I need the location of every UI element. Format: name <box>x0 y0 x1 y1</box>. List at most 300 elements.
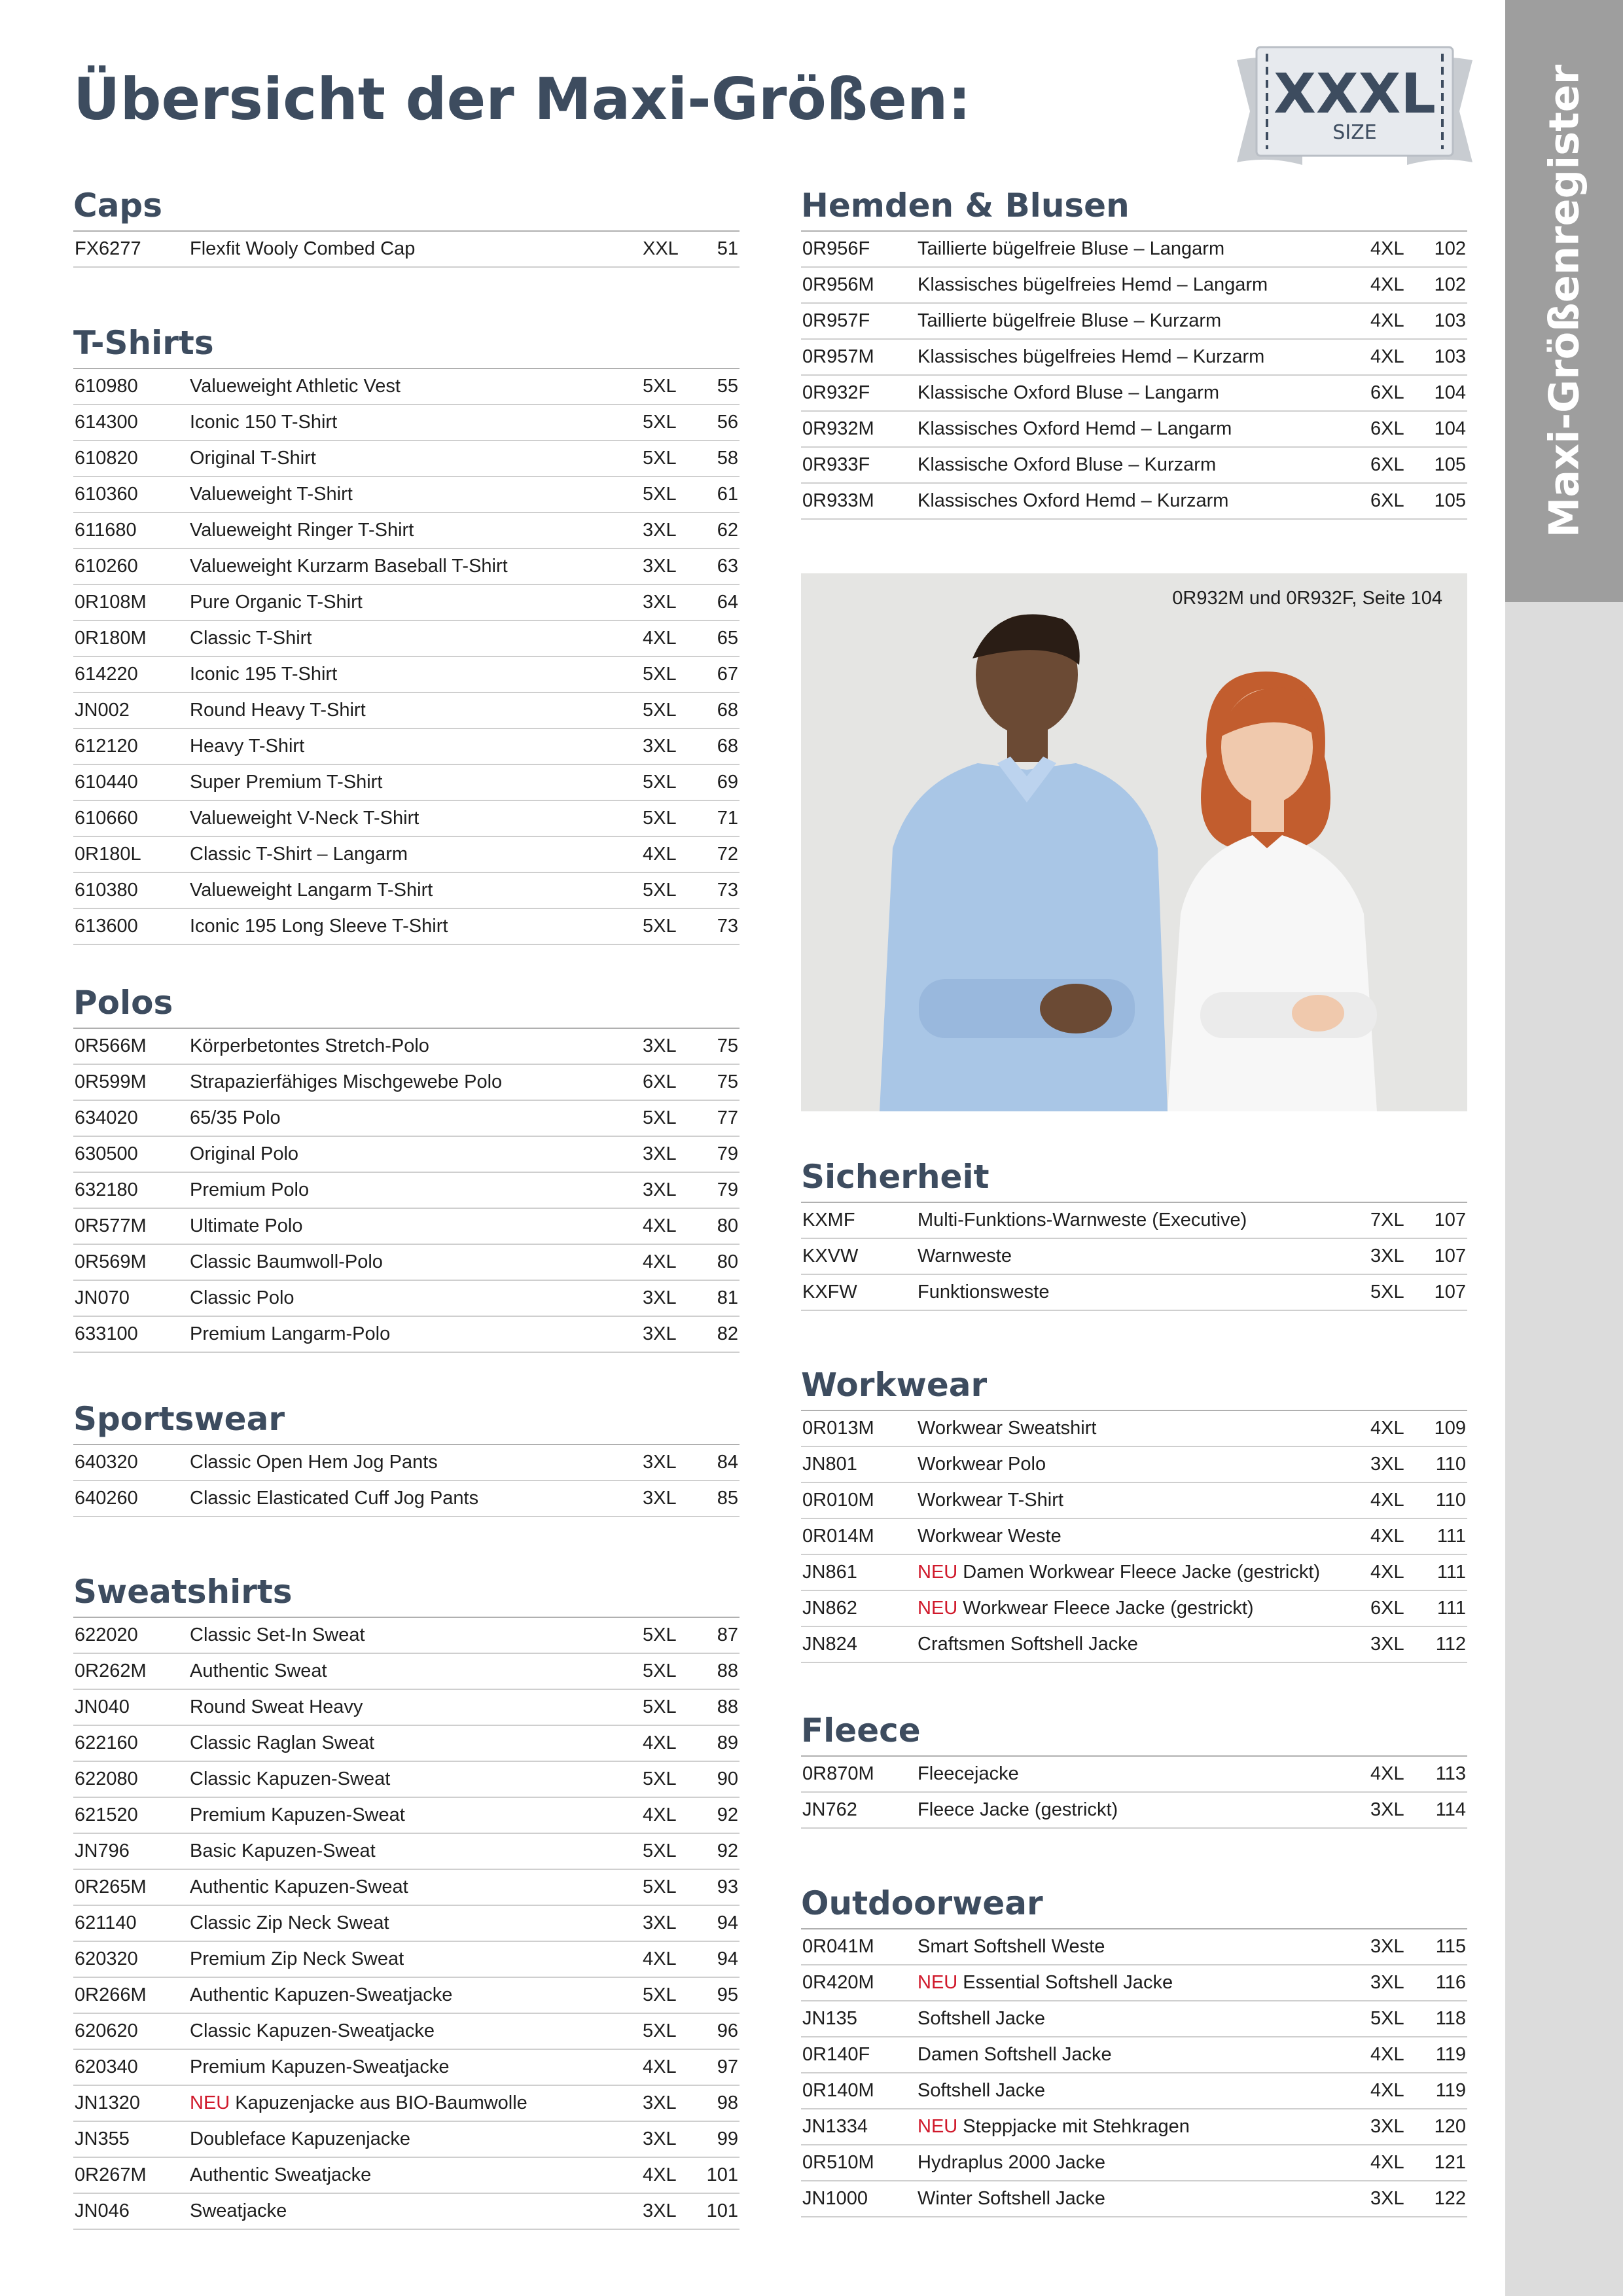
article-code: 0R267M <box>75 2164 147 2185</box>
table-row <box>73 1942 740 1978</box>
page-number: 92 <box>717 1804 738 1825</box>
page-number: 99 <box>717 2128 738 2149</box>
article-name-text: Hydraplus 2000 Jacke <box>918 2152 1105 2173</box>
article-code: 0R010M <box>802 1490 874 1511</box>
max-size: 5XL <box>643 1984 677 2005</box>
size-table <box>73 368 740 945</box>
article-name-text: Classic Zip Neck Sweat <box>190 1912 389 1933</box>
max-size: 3XL <box>1370 1246 1404 1266</box>
max-size: 3XL <box>643 1179 677 1200</box>
table-row <box>73 1173 740 1209</box>
table-row <box>801 1203 1467 1239</box>
max-size: 4XL <box>1370 1763 1404 1784</box>
article-name-text: Premium Zip Neck Sweat <box>190 1948 404 1969</box>
table-row <box>801 1591 1467 1627</box>
article-code: JN796 <box>75 1840 130 1861</box>
article-name <box>190 808 419 829</box>
section-workwear <box>801 1365 1467 1663</box>
page-number: 119 <box>1435 2080 1466 2101</box>
article-name <box>190 2092 527 2114</box>
max-size: 4XL <box>643 844 677 865</box>
page-number: 95 <box>717 1984 738 2005</box>
article-name <box>190 1948 404 1970</box>
table-row <box>73 909 740 945</box>
max-size: 3XL <box>643 1323 677 1344</box>
article-code: 0R420M <box>802 1972 874 1993</box>
article-name-text: Strapazierfähiges Mischgewebe Polo <box>190 1071 503 1092</box>
size-table <box>73 1028 740 1353</box>
article-name-text: Valueweight Kurzarm Baseball T-Shirt <box>190 556 508 577</box>
table-row <box>73 729 740 765</box>
article-code: 0R932M <box>802 418 874 439</box>
article-code: 610980 <box>75 376 138 397</box>
article-name-text: Softshell Jacke <box>918 2080 1046 2101</box>
article-name-text: Iconic 150 T-Shirt <box>190 412 338 433</box>
article-name <box>918 490 1228 512</box>
article-name-text: Classic Elasticated Cuff Jog Pants <box>190 1488 479 1509</box>
table-row <box>73 1654 740 1690</box>
page-number: 93 <box>717 1876 738 1897</box>
table-row <box>73 2158 740 2194</box>
page-number: 107 <box>1434 1246 1466 1266</box>
table-row <box>73 1101 740 1137</box>
article-code: JN046 <box>75 2200 130 2221</box>
photo-caption: 0R932M und 0R932F, Seite 104 <box>1172 588 1442 609</box>
table-row <box>801 1757 1467 1793</box>
table-row <box>73 369 740 405</box>
article-name-text: Damen Workwear Fleece Jacke (gestrickt) <box>963 1562 1321 1583</box>
max-size: 5XL <box>643 664 677 685</box>
article-name-text: Workwear Weste <box>918 1526 1061 1547</box>
models-illustration <box>801 573 1467 1111</box>
max-size: 3XL <box>643 1452 677 1473</box>
article-code: 640320 <box>75 1452 138 1473</box>
size-table <box>801 230 1467 520</box>
page-number: 111 <box>1436 1598 1466 1619</box>
article-name <box>190 520 414 541</box>
page-number: 107 <box>1434 1282 1466 1302</box>
article-name <box>190 592 363 613</box>
page-number: 67 <box>717 664 738 685</box>
max-size: 4XL <box>1370 2152 1404 2173</box>
article-code: 620320 <box>75 1948 138 1969</box>
article-name-text: 65/35 Polo <box>190 1107 281 1128</box>
page-number: 79 <box>717 1143 738 1164</box>
table-row <box>801 2109 1467 2145</box>
article-name-text: Craftsmen Softshell Jacke <box>918 1634 1138 1655</box>
article-name <box>918 1282 1050 1303</box>
size-table <box>73 1444 740 1517</box>
article-name <box>918 238 1224 260</box>
article-code: 0R933M <box>802 490 874 511</box>
article-name <box>190 1452 438 1473</box>
table-row <box>801 1965 1467 2001</box>
article-name <box>190 1287 294 1309</box>
max-size: 3XL <box>1370 1799 1404 1820</box>
page-number: 64 <box>717 592 738 613</box>
article-name <box>918 2188 1105 2210</box>
article-code: 0R140M <box>802 2080 874 2101</box>
section-sportswear <box>73 1399 740 1517</box>
page-number: 75 <box>717 1071 738 1092</box>
max-size: 4XL <box>643 628 677 649</box>
page-number: 92 <box>717 1840 738 1861</box>
article-code: 632180 <box>75 1179 138 1200</box>
article-name-text: Flexfit Wooly Combed Cap <box>190 238 416 259</box>
side-register-label: Maxi-Größenregister <box>1540 64 1588 538</box>
article-name-text: Iconic 195 Long Sleeve T-Shirt <box>190 916 448 937</box>
page-number: 122 <box>1434 2188 1466 2209</box>
table-row <box>801 2001 1467 2037</box>
table-row <box>801 412 1467 448</box>
table-row <box>73 1834 740 1870</box>
max-size: 5XL <box>643 376 677 397</box>
article-name-text: Authentic Sweat <box>190 1660 327 1681</box>
max-size: 3XL <box>643 1488 677 1509</box>
page-number: 110 <box>1435 1490 1466 1511</box>
page-number: 107 <box>1434 1210 1466 1230</box>
page-number: 96 <box>717 2020 738 2041</box>
page-number: 109 <box>1434 1418 1466 1439</box>
page-number: 81 <box>717 1287 738 1308</box>
page-number: 114 <box>1435 1799 1466 1820</box>
max-size: 3XL <box>1370 1634 1404 1655</box>
article-code: JN1000 <box>802 2188 868 2209</box>
table-row <box>73 1726 740 1762</box>
article-code: JN070 <box>75 1287 130 1308</box>
table-row <box>801 1275 1467 1311</box>
new-badge: NEU <box>918 2116 958 2137</box>
article-code: JN862 <box>802 1598 857 1619</box>
page-number: 88 <box>717 1696 738 1717</box>
table-row <box>73 1137 740 1173</box>
max-size: 4XL <box>1370 346 1404 367</box>
page-number: 80 <box>717 1215 738 1236</box>
max-size: 4XL <box>1370 1490 1404 1511</box>
table-row <box>801 2181 1467 2217</box>
article-name-text: Fleece Jacke (gestrickt) <box>918 1799 1118 1820</box>
article-code: 614300 <box>75 412 138 433</box>
article-name <box>190 1876 408 1898</box>
article-name <box>918 1526 1061 1547</box>
article-code: KXMF <box>802 1210 855 1230</box>
table-row <box>73 657 740 693</box>
article-name <box>190 1107 281 1129</box>
table-row <box>801 2145 1467 2181</box>
article-code: 613600 <box>75 916 138 937</box>
page-number: 58 <box>717 448 738 469</box>
page-number: 69 <box>717 772 738 793</box>
max-size: 5XL <box>1370 2008 1404 2029</box>
size-table <box>801 1202 1467 1311</box>
max-size: 5XL <box>643 1840 677 1861</box>
article-name <box>190 1035 429 1057</box>
table-row <box>73 1798 740 1834</box>
article-name-text: Kapuzenjacke aus BIO-Baumwolle <box>235 2092 527 2113</box>
article-name-text: Klassische Oxford Bluse – Kurzarm <box>918 454 1217 475</box>
article-name <box>918 1418 1096 1439</box>
table-row <box>73 1906 740 1942</box>
article-name <box>918 346 1264 368</box>
article-code: 0R510M <box>802 2152 874 2173</box>
article-code: FX6277 <box>75 238 141 259</box>
article-name <box>190 1251 383 1273</box>
max-size: 4XL <box>643 1215 677 1236</box>
article-code: 620340 <box>75 2056 138 2077</box>
max-size: 3XL <box>643 520 677 541</box>
article-name <box>190 1071 502 1093</box>
article-name-text: Workwear T-Shirt <box>918 1490 1063 1511</box>
article-name <box>918 2008 1045 2030</box>
table-row <box>73 1065 740 1101</box>
table-row <box>73 2122 740 2158</box>
article-name-text: Heavy T-Shirt <box>190 736 305 757</box>
section-title: T-Shirts <box>73 324 214 362</box>
table-row <box>801 484 1467 520</box>
max-size: 3XL <box>643 556 677 577</box>
article-code: JN861 <box>802 1562 857 1583</box>
max-size: 3XL <box>1370 1454 1404 1475</box>
page-number: 110 <box>1435 1454 1466 1475</box>
article-code: 0R266M <box>75 1984 147 2005</box>
max-size: 3XL <box>643 1143 677 1164</box>
article-name <box>190 1323 390 1345</box>
article-name-text: Classic Baumwoll-Polo <box>190 1251 383 1272</box>
page-number: 61 <box>717 484 738 505</box>
page-number: 111 <box>1436 1526 1466 1547</box>
article-name <box>190 2128 410 2150</box>
article-name <box>918 2116 1190 2138</box>
article-name-text: Valueweight V-Neck T-Shirt <box>190 808 419 829</box>
table-row <box>73 1870 740 1906</box>
table-row <box>73 2014 740 2050</box>
article-name <box>190 628 312 649</box>
page-number: 62 <box>717 520 738 541</box>
article-code: 622080 <box>75 1768 138 1789</box>
page-number: 102 <box>1434 238 1466 259</box>
max-size: 6XL <box>643 1071 677 1092</box>
article-name-text: Super Premium T-Shirt <box>190 772 383 793</box>
max-size: 4XL <box>643 1732 677 1753</box>
article-name-text: Classic T-Shirt – Langarm <box>190 844 408 865</box>
page-number: 112 <box>1435 1634 1466 1655</box>
page-number: 94 <box>717 1912 738 1933</box>
page-number: 65 <box>717 628 738 649</box>
article-code: 612120 <box>75 736 138 757</box>
max-size: 6XL <box>1370 454 1404 475</box>
article-code: 0R957M <box>802 346 874 367</box>
max-size: 3XL <box>643 2200 677 2221</box>
table-row <box>73 1690 740 1726</box>
page-number: 98 <box>717 2092 738 2113</box>
article-code: JN1320 <box>75 2092 140 2113</box>
section-tshirts <box>73 323 740 945</box>
article-code: 633100 <box>75 1323 138 1344</box>
article-code: 0R041M <box>802 1936 874 1957</box>
page-number: 73 <box>717 880 738 901</box>
badge-main-text: XXXL <box>1274 62 1436 126</box>
article-name-text: Taillierte bügelfreie Bluse – Kurzarm <box>918 310 1222 331</box>
table-row <box>73 621 740 657</box>
max-size: 5XL <box>643 916 677 937</box>
article-name-text: Smart Softshell Weste <box>918 1936 1105 1957</box>
page-number: 84 <box>717 1452 738 1473</box>
article-name <box>190 1488 478 1509</box>
table-row <box>73 693 740 729</box>
article-code: JN762 <box>802 1799 857 1820</box>
page-number: 68 <box>717 736 738 757</box>
article-code: KXFW <box>802 1282 857 1302</box>
table-row <box>73 1445 740 1481</box>
max-size: 5XL <box>643 808 677 829</box>
article-name-text: Classic T-Shirt <box>190 628 312 649</box>
max-size: 3XL <box>643 1287 677 1308</box>
section-title: Sportswear <box>73 1400 285 1438</box>
article-name <box>190 844 408 865</box>
max-size: 4XL <box>1370 310 1404 331</box>
article-code: 0R140F <box>802 2044 870 2065</box>
max-size: 5XL <box>643 880 677 901</box>
max-size: 6XL <box>1370 1598 1404 1619</box>
article-name <box>918 1210 1247 1231</box>
table-row <box>73 585 740 621</box>
article-name <box>190 1912 389 1934</box>
page-number: 90 <box>717 1768 738 1789</box>
section-polos <box>73 983 740 1353</box>
article-name <box>918 382 1219 404</box>
max-size: 5XL <box>1370 1282 1404 1302</box>
article-name <box>918 274 1268 296</box>
section-sicherheit <box>801 1157 1467 1311</box>
table-row <box>801 376 1467 412</box>
max-size: 4XL <box>1370 238 1404 259</box>
new-badge: NEU <box>918 1562 958 1583</box>
article-name <box>190 1143 298 1165</box>
page-number: 120 <box>1434 2116 1466 2137</box>
page-number: 101 <box>706 2200 738 2221</box>
article-code: JN1334 <box>802 2116 868 2137</box>
max-size: 4XL <box>1370 1526 1404 1547</box>
article-code: 610660 <box>75 808 138 829</box>
page-number: 121 <box>1434 2152 1466 2173</box>
article-name-text: Authentic Kapuzen-Sweat <box>190 1876 408 1897</box>
article-name-text: Damen Softshell Jacke <box>918 2044 1112 2065</box>
table-row <box>801 2073 1467 2109</box>
article-code: 0R957F <box>802 310 870 331</box>
page-number: 104 <box>1434 382 1466 403</box>
article-name-text: Pure Organic T-Shirt <box>190 592 363 613</box>
max-size: 4XL <box>643 1251 677 1272</box>
table-row <box>73 405 740 441</box>
article-name <box>190 484 353 505</box>
article-code: 0R932F <box>802 382 870 403</box>
table-row <box>73 1978 740 2014</box>
new-badge: NEU <box>190 2092 230 2113</box>
max-size: 4XL <box>643 2056 677 2077</box>
table-row <box>73 513 740 549</box>
page-number: 85 <box>717 1488 738 1509</box>
page-title: Übersicht der Maxi-Größen: <box>73 65 971 133</box>
article-name-text: Iconic 195 T-Shirt <box>190 664 338 685</box>
max-size: 3XL <box>643 736 677 757</box>
size-table <box>73 230 740 268</box>
article-name-text: Warnweste <box>918 1246 1012 1266</box>
article-code: 0R956F <box>802 238 870 259</box>
table-row <box>801 1447 1467 1483</box>
article-name <box>190 664 337 685</box>
article-code: 0R566M <box>75 1035 147 1056</box>
table-row <box>73 2050 740 2086</box>
article-code: 0R013M <box>802 1418 874 1439</box>
article-name-text: Basic Kapuzen-Sweat <box>190 1840 376 1861</box>
table-row <box>73 549 740 585</box>
page-number: 77 <box>717 1107 738 1128</box>
article-name <box>190 1840 376 1862</box>
table-row <box>73 1618 740 1654</box>
table-row <box>73 801 740 837</box>
page-number: 55 <box>717 376 738 397</box>
max-size: 7XL <box>1370 1210 1404 1230</box>
article-code: 0R180L <box>75 844 141 865</box>
article-name <box>918 310 1221 332</box>
max-size: 5XL <box>643 1107 677 1128</box>
article-name <box>918 2080 1045 2102</box>
article-code: 610380 <box>75 880 138 901</box>
article-name-text: Steppjacke mit Stehkragen <box>963 2116 1190 2137</box>
max-size: 3XL <box>1370 2116 1404 2137</box>
article-name <box>918 1454 1046 1475</box>
table-row <box>801 1519 1467 1555</box>
max-size: 4XL <box>643 2164 677 2185</box>
max-size: 5XL <box>643 412 677 433</box>
max-size: 6XL <box>1370 418 1404 439</box>
page-number: 72 <box>717 844 738 865</box>
article-name <box>918 454 1216 476</box>
page-number: 88 <box>717 1660 738 1681</box>
article-name-text: Classic Polo <box>190 1287 294 1308</box>
article-name-text: Taillierte bügelfreie Bluse – Langarm <box>918 238 1225 259</box>
article-name-text: Authentic Kapuzen-Sweatjacke <box>190 1984 453 2005</box>
max-size: 4XL <box>1370 2080 1404 2101</box>
article-name <box>190 1696 363 1718</box>
table-row <box>73 1245 740 1281</box>
max-size: 5XL <box>643 1768 677 1789</box>
section-title: Caps <box>73 187 162 224</box>
article-code: 621140 <box>75 1912 137 1933</box>
article-name-text: Workwear Polo <box>918 1454 1046 1475</box>
article-name-text: Essential Softshell Jacke <box>963 1972 1173 1993</box>
article-name <box>918 1598 1254 1619</box>
size-table <box>801 1410 1467 1663</box>
article-name-text: Valueweight Langarm T-Shirt <box>190 880 433 901</box>
article-name <box>918 2044 1112 2066</box>
article-name <box>190 736 304 757</box>
article-code: 0R262M <box>75 1660 147 1681</box>
article-code: 610820 <box>75 448 138 469</box>
article-name <box>190 1804 405 1826</box>
page-number: 113 <box>1435 1763 1466 1784</box>
article-code: 614220 <box>75 664 138 685</box>
article-name <box>918 2152 1105 2174</box>
size-table <box>801 1928 1467 2217</box>
max-size: 4XL <box>1370 1418 1404 1439</box>
max-size: 4XL <box>1370 2044 1404 2065</box>
max-size: 3XL <box>1370 2188 1404 2209</box>
table-row <box>801 1555 1467 1591</box>
article-name-text: Original T-Shirt <box>190 448 316 469</box>
table-row <box>73 873 740 909</box>
article-name-text: Classic Open Hem Jog Pants <box>190 1452 438 1473</box>
